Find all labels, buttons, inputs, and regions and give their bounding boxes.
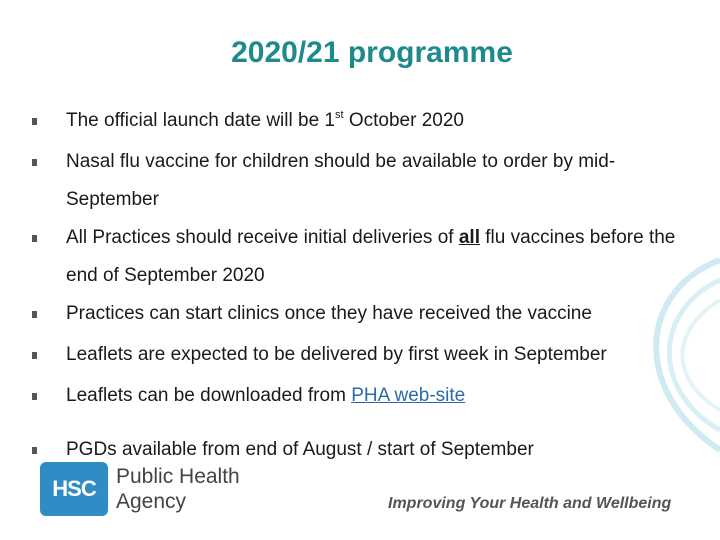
bullet-icon [32,159,37,166]
bullet-icon [32,393,37,400]
hsc-pha-logo [40,462,240,516]
bullet-icon [32,311,37,318]
bullet-icon [32,118,37,125]
agency-name: Public Health Agency [116,465,240,513]
slide-title: 2020/21 programme [231,36,513,69]
bullet-icon [32,235,37,242]
hsc-logo-mark: HSC [40,462,108,516]
pha-website-link[interactable]: PHA web-site [351,385,466,406]
bullet-icon [32,447,37,454]
tagline: Improving Your Health and Wellbeing [388,495,672,512]
bullet-icon [32,352,37,359]
